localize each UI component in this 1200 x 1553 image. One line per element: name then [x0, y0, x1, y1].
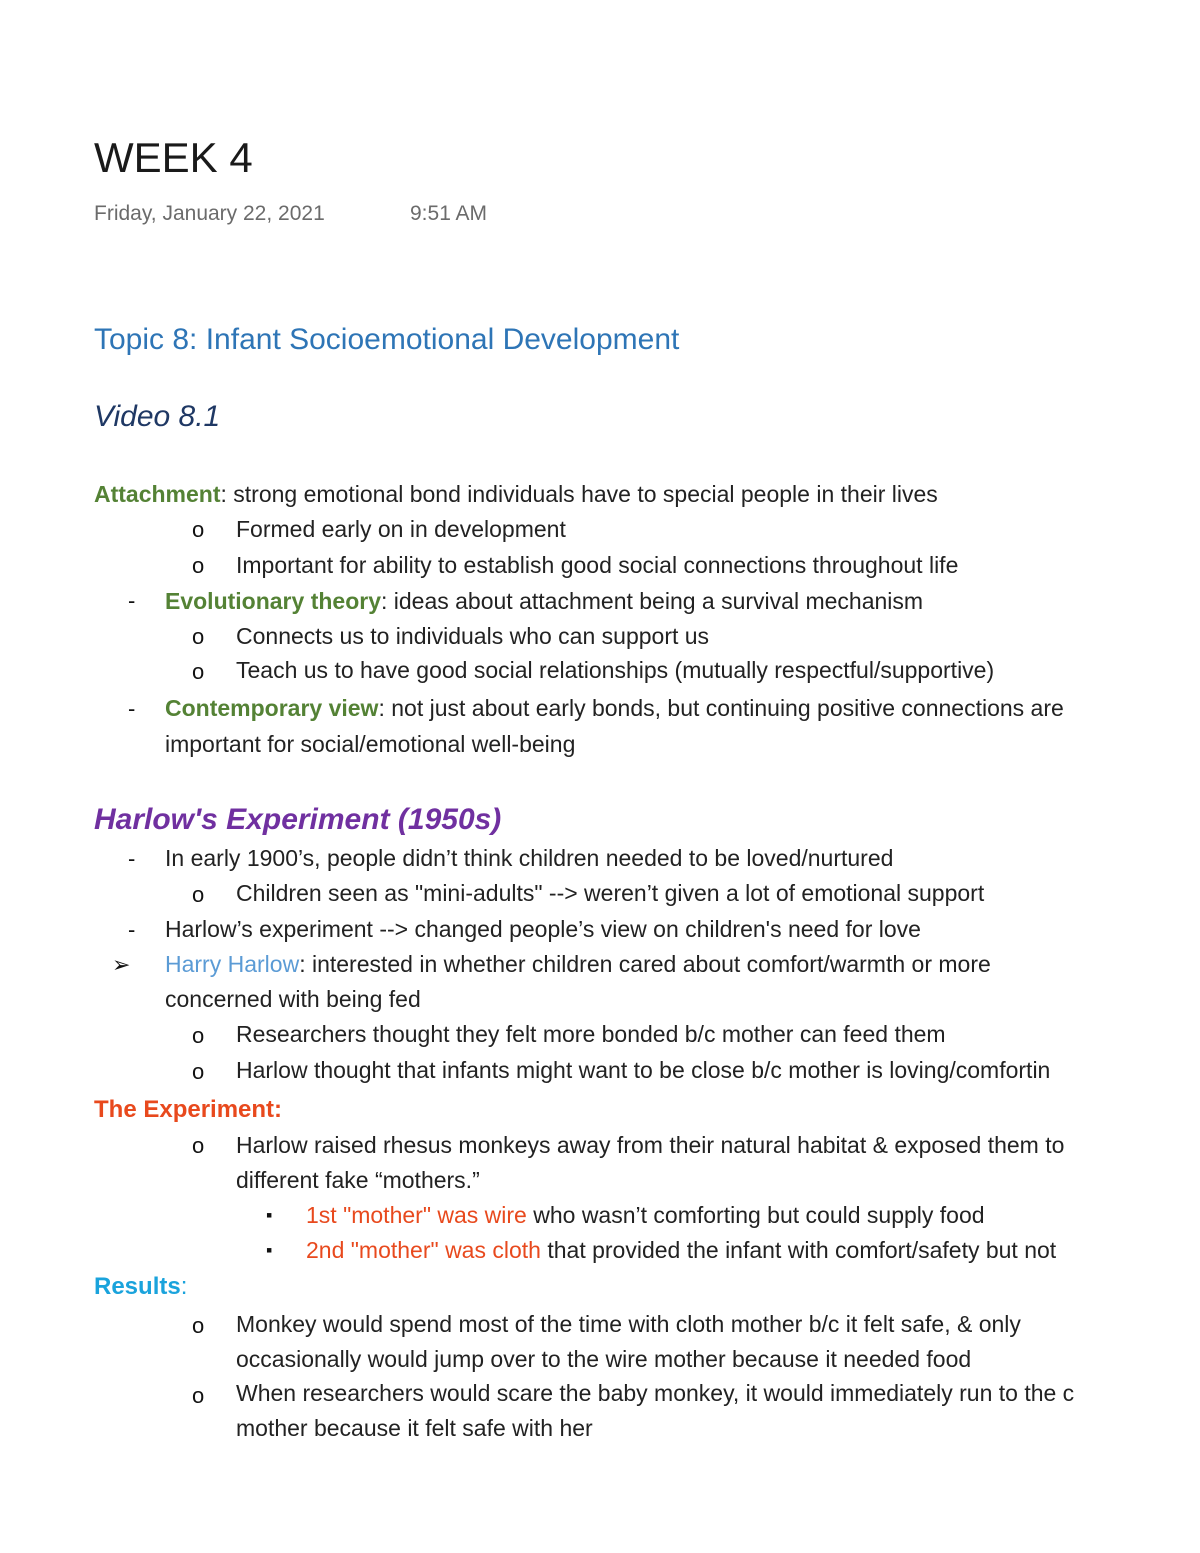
note-date: Friday, January 22, 2021 — [94, 202, 325, 225]
dash-bullet-icon: - — [128, 588, 136, 613]
evolutionary-term: Evolutionary theory — [165, 588, 381, 614]
contemporary-line — [165, 693, 1064, 723]
mother-1-rest: who wasn’t comforting but could supply food — [526, 1202, 985, 1228]
evolutionary-def: : ideas about attachment being a survival mechanism — [380, 588, 924, 614]
experiment-raised: Harlow raised rhesus monkeys away from their natural habitat & exposed them to — [236, 1132, 1065, 1158]
circle-bullet-icon: o — [192, 1023, 205, 1048]
result-2-cont: mother because it felt safe with her — [236, 1415, 593, 1437]
attachment-point: Important for ability to establish good social connections throughout life — [236, 552, 959, 578]
arrow-bullet-icon: ➢ — [112, 952, 131, 977]
square-bullet-icon: ▪ — [266, 1240, 273, 1260]
attachment-term: Attachment — [94, 481, 221, 507]
harlow-interest: : interested in whether children cared about comfort/warmth or more — [299, 951, 991, 977]
circle-bullet-icon: o — [192, 1383, 205, 1408]
contemporary-term: Contemporary view — [165, 695, 379, 721]
dash-bullet-icon: - — [128, 696, 136, 721]
result-1-cont: occasionally would jump over to the wire mother because it needed food — [236, 1346, 972, 1372]
experiment-heading: The Experiment: — [94, 1096, 283, 1123]
evolutionary-line — [165, 586, 923, 616]
mother-1-line — [306, 1200, 985, 1230]
evolutionary-point: Connects us to individuals who can support us — [236, 623, 710, 649]
circle-bullet-icon: o — [192, 882, 205, 907]
harlow-thought: Harlow thought that infants might want to be close b/c mother is loving/comfortin — [236, 1057, 1051, 1083]
harry-harlow-name: Harry Harlow — [165, 951, 300, 977]
circle-bullet-icon: o — [192, 624, 205, 649]
note-time: 9:51 AM — [410, 202, 488, 225]
harlow-interest-line — [165, 949, 991, 979]
circle-bullet-icon: o — [192, 553, 205, 578]
results-colon: : — [180, 1273, 188, 1300]
contemporary-def: : not just about early bonds, but continuing positive connections are — [378, 695, 1064, 721]
mother-1-label: 1st "mother" was wire — [306, 1202, 527, 1228]
results-heading-line — [94, 1272, 187, 1302]
circle-bullet-icon: o — [192, 517, 205, 542]
attachment-point: Formed early on in development — [236, 516, 566, 542]
circle-bullet-icon: o — [192, 1133, 205, 1158]
circle-bullet-icon: o — [192, 1059, 205, 1084]
attachment-line — [94, 479, 938, 509]
harlow-interest-cont: concerned with being fed — [165, 986, 421, 1012]
circle-bullet-icon: o — [192, 1313, 205, 1338]
contemporary-cont: important for social/emotional well-being — [165, 731, 576, 757]
dash-bullet-icon: - — [128, 846, 136, 871]
circle-bullet-icon: o — [192, 659, 205, 684]
results-heading: Results — [94, 1273, 181, 1300]
result-2: When researchers would scare the baby monkey, it would immediately run to the c — [236, 1380, 1075, 1406]
topic-heading: Topic 8: Infant Socioemotional Development — [94, 323, 680, 356]
evolutionary-point: Teach us to have good social relationships (mutually respectful/supportive) — [236, 657, 995, 683]
harlow-early: In early 1900’s, people didn’t think children needed to be loved/nurtured — [165, 845, 894, 871]
video-heading: Video 8.1 — [94, 400, 221, 433]
harlow-changed: Harlow’s experiment --> changed people’s view on children's need for love — [165, 916, 921, 942]
mother-2-label: 2nd "mother" was cloth — [306, 1237, 541, 1263]
result-1: Monkey would spend most of the time with cloth mother b/c it felt safe, & only — [236, 1311, 1021, 1337]
page-title: WEEK 4 — [94, 134, 253, 181]
harlow-heading: Harlow's Experiment (1950s) — [94, 803, 502, 836]
harlow-researchers: Researchers thought they felt more bonded b/c mother can feed them — [236, 1021, 946, 1047]
mother-2-line — [306, 1235, 1056, 1265]
square-bullet-icon: ▪ — [266, 1205, 273, 1225]
dash-bullet-icon: - — [128, 917, 136, 942]
attachment-def: : strong emotional bond individuals have to special people in their lives — [220, 481, 938, 507]
harlow-mini-adults: Children seen as "mini-adults" --> weren’t given a lot of emotional support — [236, 880, 985, 906]
mother-2-rest: that provided the infant with comfort/safety but not — [540, 1237, 1057, 1263]
experiment-raised-cont: different fake “mothers.” — [236, 1167, 480, 1193]
